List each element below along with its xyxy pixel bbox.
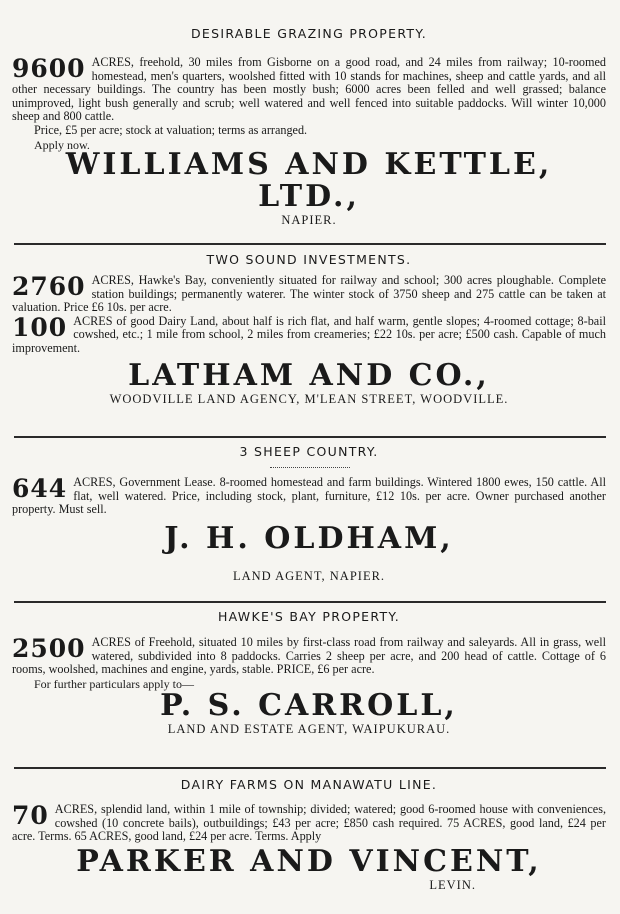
divider	[14, 436, 606, 438]
acreage-figure: 644	[12, 474, 68, 503]
ad-text: ACRES, Hawke's Bay, conveniently situated for railway and school; 300 acres ploughable. Complete station buildings; permanently waterer. The winter stock of 3750 sheep and 275 cattle can be taken at valuation. Price £6 10s. per acre.	[12, 273, 606, 315]
ad-text: ACRES, splendid land, within 1 mile of township; divided; watered; good 6-roomed house with conveniences, cowshed (10 concrete bails), outbuildings; £43 per acre; £850 cash required. 75 ACRES, good land, £24 per acre. Terms. 65 ACRES, good land, £24 per acre. Terms. Apply	[12, 802, 606, 844]
ad-apply: For further particulars apply to—	[34, 676, 194, 691]
acreage-figure: 2760	[12, 272, 86, 301]
agent-location: WOODVILLE LAND AGENCY, M'LEAN STREET, WOODVILLE.	[109, 391, 509, 406]
ad-text-2: ACRES of good Dairy Land, about half is rich flat, and half warm, gentle slopes; 4-roomed cottage; 8-bail cowshed, etc.; 1 mile from school, 2 miles from creameries; £22 10s. per acre; £500 cash. Capable of much improvement.	[12, 313, 606, 355]
agent-name: PARKER AND VINCENT,	[76, 843, 542, 879]
divider	[14, 243, 606, 245]
ad-body	[12, 636, 606, 677]
agent-name: LATHAM AND CO.,	[128, 357, 490, 393]
ad-price: Price, £5 per acre; stock at valuation; terms as arranged.	[34, 122, 308, 137]
ad-heading: DAIRY FARMS ON MANAWATU LINE.	[180, 777, 438, 792]
agent-location: NAPIER.	[281, 212, 337, 227]
ad-text: ACRES, freehold, 30 miles from Gisborne on a good road, and 24 miles from railway; 10-roomed homestead, men's quarters, woolshed fitted with 10 stands for machines, sheep and cattle yards, and all other necessary buildings. The country has been mostly bush; 6000 acres been felled and well grassed; balance unimproved, light bush generally and scrub; well watered and well fenced into suitable paddocks. Will winter 10,000 sheep and 800 cattle.	[12, 55, 606, 124]
agent-name: P. S. CARROLL,	[160, 687, 458, 723]
ad-text: ACRES, Government Lease. 8-roomed homestead and farm buildings. Wintered 1800 ewes, 150 cattle. All flat, well watered. Price, including stock, plant, furniture, £12 10s. per acre. Owner purchased another property. Must sell.	[12, 475, 606, 517]
ad-apply: Apply now.	[34, 137, 90, 152]
ad-two-investments	[12, 252, 606, 407]
agent-location: LAND AGENT, NAPIER.	[232, 568, 386, 583]
ad-grazing-property	[12, 26, 606, 228]
ad-heading: HAWKE'S BAY PROPERTY.	[217, 609, 401, 624]
acreage-figure-2: 100	[12, 312, 68, 342]
ornament-rule	[270, 467, 350, 471]
ad-sheep-country	[12, 444, 606, 584]
ad-body	[12, 803, 606, 844]
agent-name: J. H. OLDHAM,	[164, 520, 454, 556]
ad-text: ACRES of Freehold, situated 10 miles by first-class road from railway and saleyards. All in grass, well watered, subdivided into 8 paddocks. Carries 2 sheep per acre, and 200 head of cattle. Cottage of 6 rooms, woolshed, machines and engine, yards, stable. PRICE, £6 per acre.	[12, 635, 606, 677]
ad-heading: TWO SOUND INVESTMENTS.	[206, 252, 412, 267]
ad-body	[12, 476, 606, 517]
divider	[14, 767, 606, 769]
agent-location: LEVIN.	[429, 877, 476, 892]
acreage-figure: 70	[12, 801, 49, 830]
agent-location: LAND AND ESTATE AGENT, WAIPUKURAU.	[167, 721, 451, 736]
ad-hawkes-bay-property	[12, 609, 606, 737]
agent-name: WILLIAMS AND KETTLE, LTD.,	[65, 146, 553, 214]
ad-body	[12, 56, 606, 124]
divider	[14, 601, 606, 603]
ad-dairy-farms	[12, 777, 606, 893]
acreage-figure: 9600	[12, 54, 86, 83]
ad-heading: 3 SHEEP COUNTRY.	[239, 444, 379, 459]
ad-heading: DESIRABLE GRAZING PROPERTY.	[190, 26, 428, 41]
acreage-figure: 2500	[12, 634, 86, 663]
ad-body-2	[12, 312, 606, 356]
ad-body	[12, 274, 606, 315]
